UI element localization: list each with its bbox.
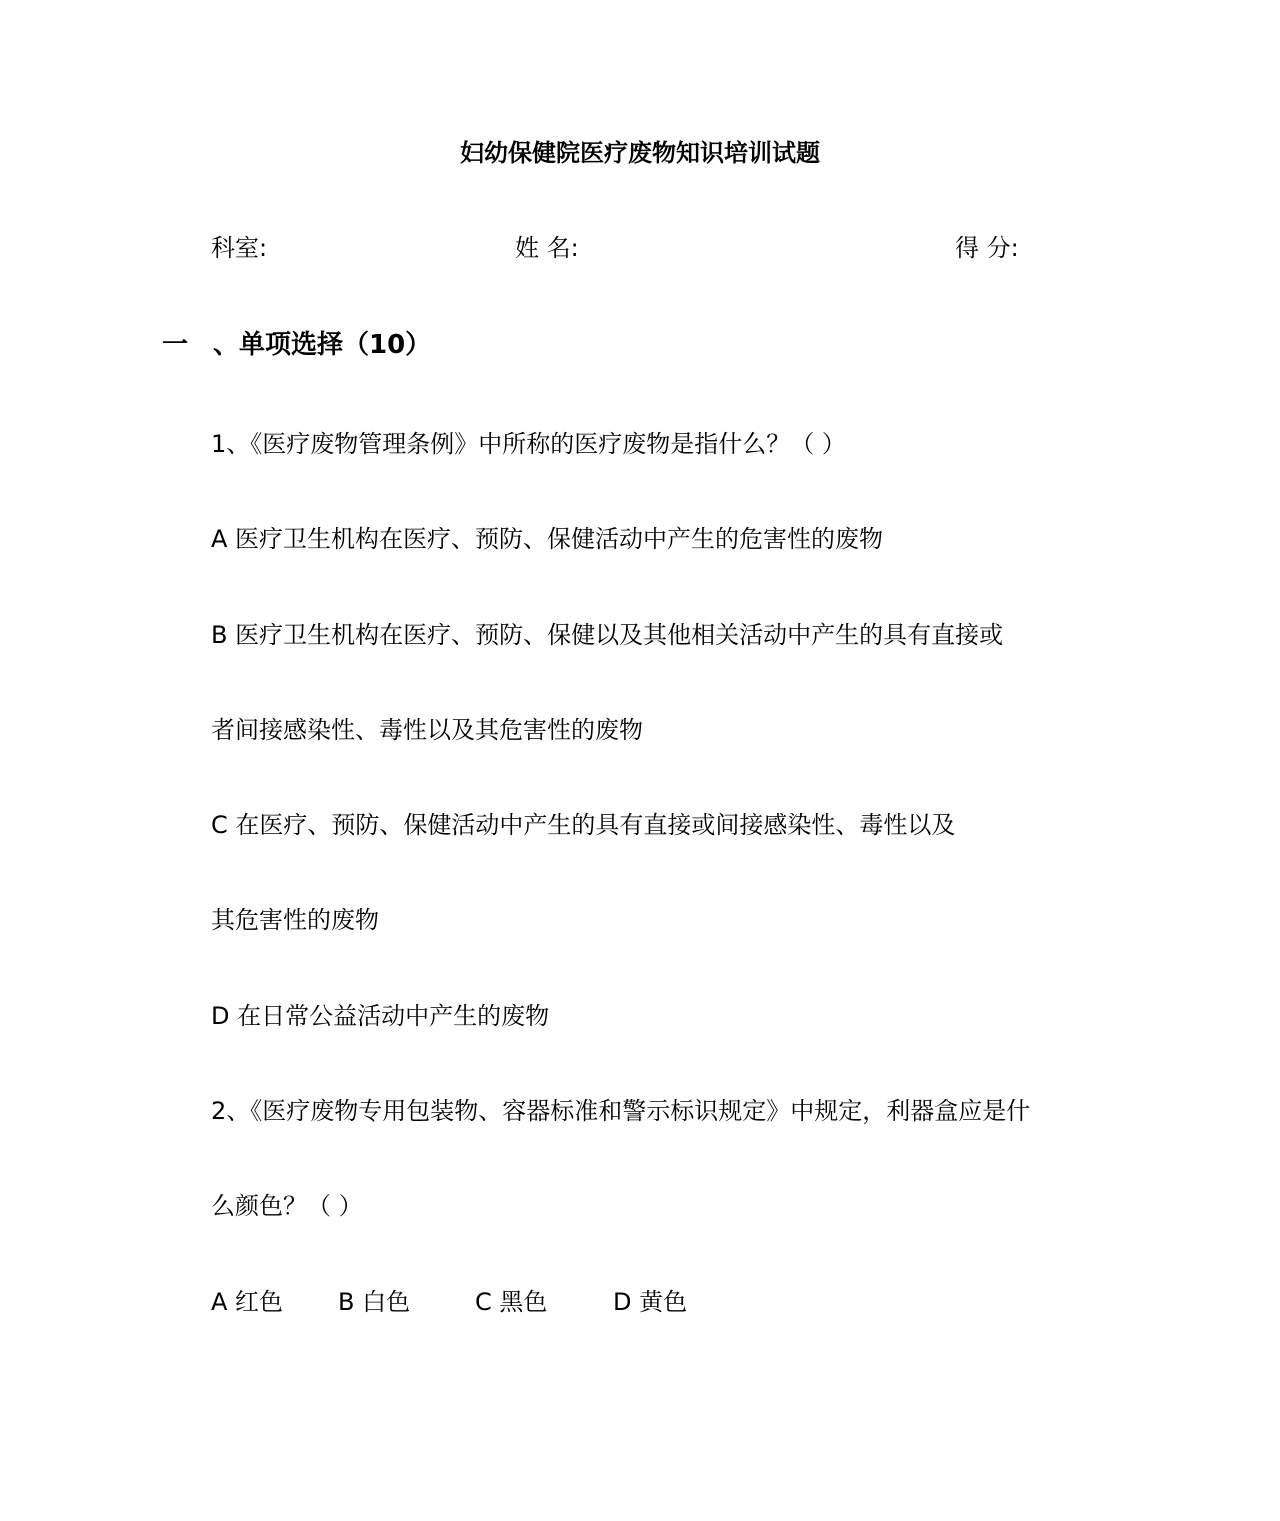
question-1-option-d: D 在日常公益活动中产生的废物 — [211, 1002, 550, 1030]
question-2-option-c: C 黑色 — [475, 1288, 548, 1316]
question-2-option-a: A 红色 — [211, 1288, 284, 1316]
question-1-stem: 1、《医疗废物管理条例》中所称的医疗废物是指什么？（ ） — [211, 430, 846, 458]
question-2-option-b: B 白色 — [338, 1288, 411, 1316]
section-number: 一 — [162, 330, 189, 360]
department-field-label: 科室: — [211, 234, 268, 262]
question-2-option-d: D 黄色 — [613, 1288, 688, 1316]
question-1-option-b-continued: 者间接感染性、毒性以及其危害性的废物 — [211, 716, 643, 744]
question-1-option-b: B 医疗卫生机构在医疗、预防、保健以及其他相关活动中产生的具有直接或 — [211, 621, 1004, 649]
question-2-stem: 2、《医疗废物专用包装物、容器标准和警示标识规定》中规定，利器盒应是什 — [211, 1097, 1031, 1125]
section-heading: 、单项选择（10） — [213, 330, 432, 360]
question-1-option-c-continued: 其危害性的废物 — [211, 906, 379, 934]
score-field-label: 得 分: — [955, 234, 1019, 262]
question-1-option-c: C 在医疗、预防、保健活动中产生的具有直接或间接感染性、毒性以及 — [211, 811, 956, 839]
question-2-stem-continued: 么颜色？（ ） — [211, 1192, 363, 1220]
name-field-label: 姓 名: — [515, 234, 579, 262]
document-title: 妇幼保健院医疗废物知识培训试题 — [460, 139, 820, 167]
question-1-option-a: A 医疗卫生机构在医疗、预防、保健活动中产生的危害性的废物 — [211, 525, 884, 553]
